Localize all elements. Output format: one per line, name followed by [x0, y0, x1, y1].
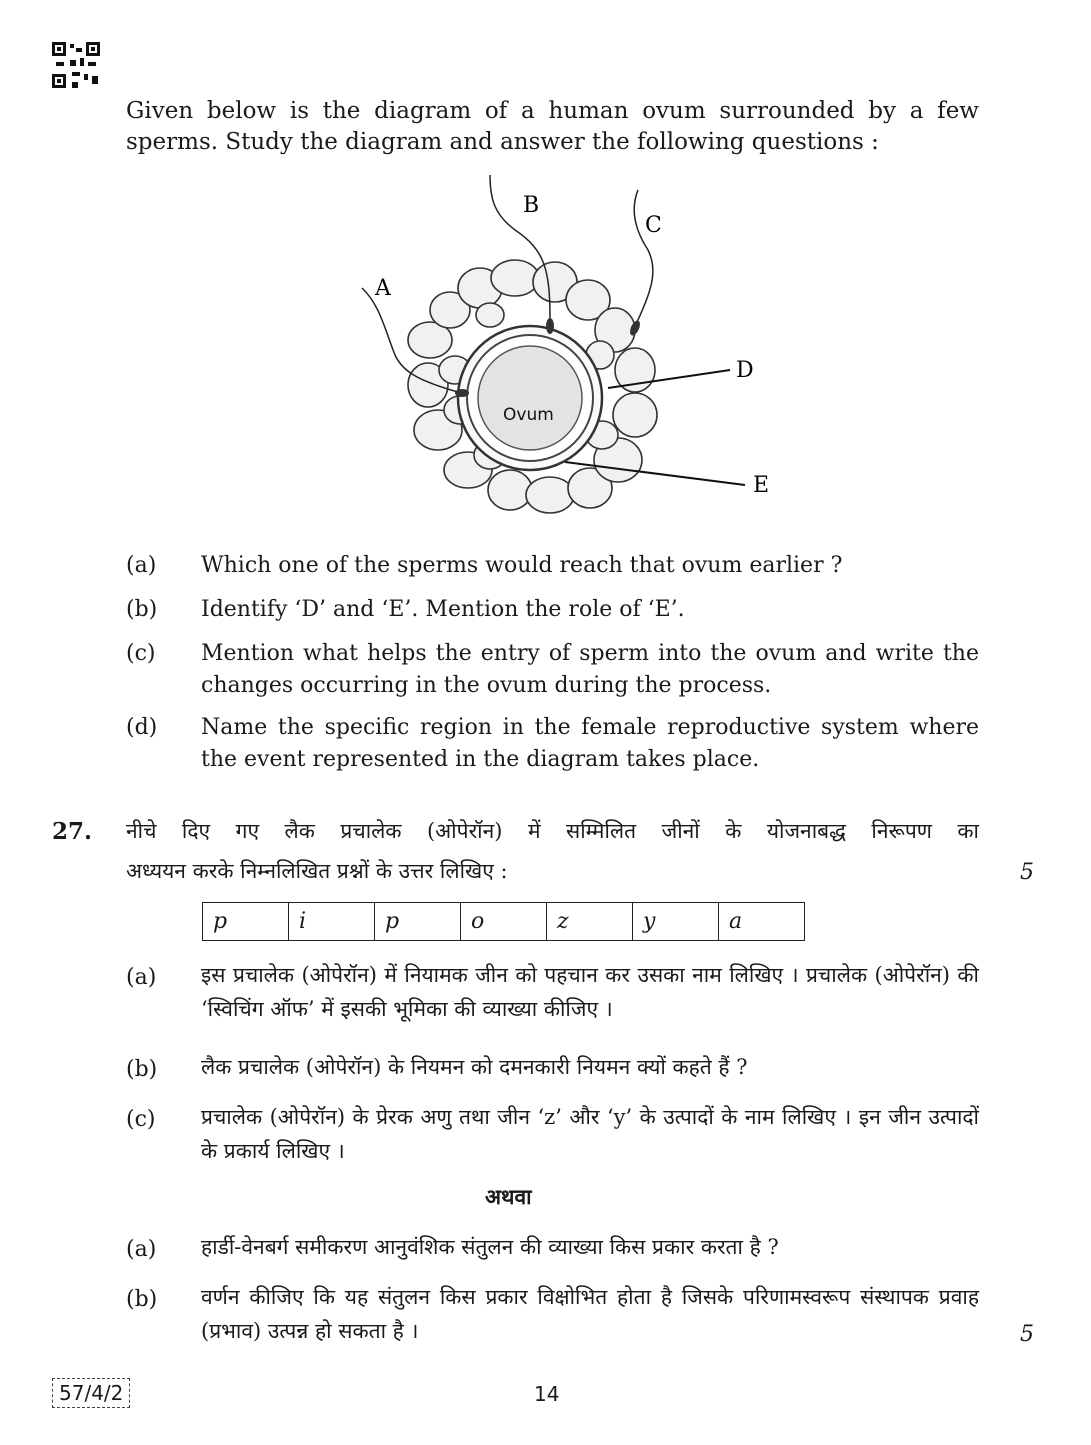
gene-cell: o: [461, 903, 547, 941]
label-c: C: [645, 213, 662, 238]
q26-part-a-label: (a): [126, 553, 157, 578]
ovum-diagram: [340, 170, 780, 545]
q27-stem-line2: अध्ययन करके निम्नलिखित प्रश्नों के उत्तर लिखिए :: [126, 859, 508, 883]
q27-part-c-text: प्रचालेक (ओपेरॉन) के प्रेरक अणु तथा जीन ‘z’ और ‘y’ के उत्पादों के नाम लिखिए । इन जीन उत्पादों के प्रकार्य लिखिए ।: [201, 1105, 979, 1163]
q26-part-b-label: (b): [126, 597, 158, 622]
q26-part-a-text: Which one of the sperms would reach that ovum earlier ?: [201, 553, 843, 578]
q27-stem-line1: नीचे दिए गए लैक प्रचालेक (ओपेरॉन) में सम्मिलित जीनों के योजनाबद्ध निरूपण का: [126, 819, 979, 843]
marks: 5: [1020, 860, 1034, 885]
label-b: B: [523, 193, 540, 218]
ovum-label: Ovum: [503, 405, 554, 425]
gene-cell: i: [289, 903, 375, 941]
ovum-cytoplasm: [478, 346, 582, 450]
or-separator: अथवा: [485, 1184, 532, 1209]
question-number: 27.: [52, 818, 93, 845]
q26-part-c-label: (c): [126, 641, 156, 666]
page-number: 14: [534, 1382, 560, 1406]
label-d: D: [736, 358, 754, 383]
q26-part-d-text: Name the specific region in the female reproductive system where the event represented in the diagram takes place.: [201, 715, 979, 772]
or-part-b-label: (b): [126, 1287, 158, 1312]
q27-part-b-text: लैक प्रचालेक (ओपेरॉन) के नियमन को दमनकारी नियमन क्यों कहते हैं ?: [201, 1055, 748, 1079]
q26-part-d-label: (d): [126, 715, 158, 740]
gene-cell: a: [719, 903, 805, 941]
q27-part-b-label: (b): [126, 1057, 158, 1082]
or-part-a-label: (a): [126, 1237, 157, 1262]
or-part-a-text: हार्डी-वेनबर्ग समीकरण आनुवंशिक संतुलन की व्याख्या किस प्रकार करता है ?: [201, 1235, 779, 1259]
gene-cell: p: [375, 903, 461, 941]
q27-part-c-label: (c): [126, 1107, 156, 1132]
q26-part-c-text: Mention what helps the entry of sperm into the ovum and write the changes occurring in the ovum during the process.: [201, 641, 979, 698]
gene-cell: p: [203, 903, 289, 941]
q27-part-a-label: (a): [126, 965, 157, 990]
qr-code-icon: [52, 42, 100, 88]
paper-code: 57/4/2: [52, 1378, 130, 1408]
sperm-c: [634, 190, 653, 322]
or-part-b-text: वर्णन कीजिए कि यह संतुलन किस प्रकार विक्षोभित होता है जिसके परिणामस्वरूप संस्थापक प्रवाह (प्रभाव) उत्पन्न हो सकता है ।: [201, 1285, 979, 1343]
gene-cell: z: [547, 903, 633, 941]
question-intro: Given below is the diagram of a human ovum surrounded by a few sperms. Study the diagram and answer the following questions :: [126, 98, 979, 155]
label-a: A: [375, 276, 391, 301]
label-e: E: [753, 473, 770, 498]
lac-operon-gene-table: [202, 902, 805, 941]
or-marks: 5: [1020, 1322, 1034, 1347]
gene-cell: y: [633, 903, 719, 941]
q27-part-a-text: इस प्रचालेक (ओपेरॉन) में नियामक जीन को पहचान कर उसका नाम लिखिए । प्रचालेक (ओपेरॉन) की ‘स्विचिंग ऑफ’ में इसकी भूमिका की व्याख्या कीजिए ।: [201, 963, 979, 1021]
q26-part-b-text: Identify ‘D’ and ‘E’. Mention the role of ‘E’.: [201, 597, 685, 622]
